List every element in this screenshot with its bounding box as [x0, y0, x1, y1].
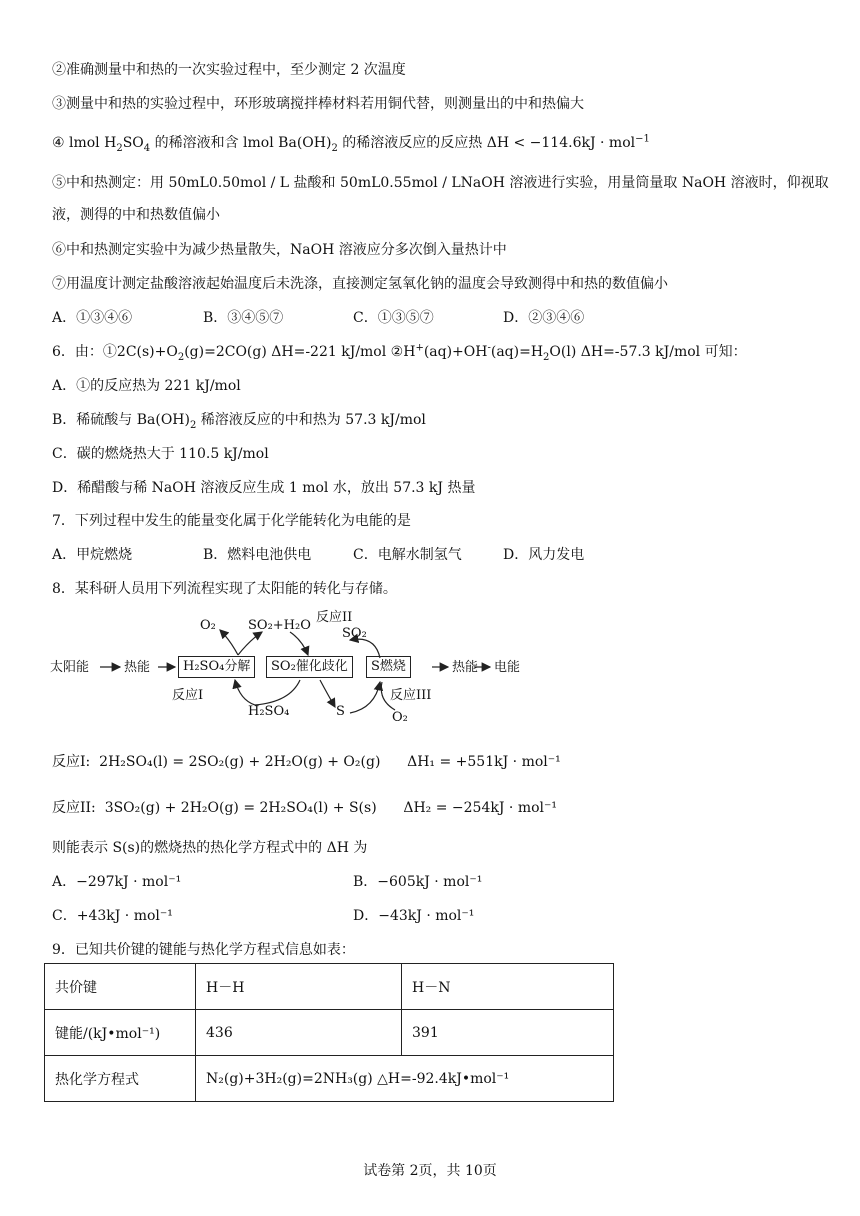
table-cell: H－H — [196, 964, 402, 1010]
q8-stem: 8．某科研人员用下列流程实现了太阳能的转化与存储。 — [52, 581, 397, 597]
bond-energy-table — [44, 963, 614, 1102]
q9-stem: 9．已知共价键的键能与热化学方程式信息如表： — [52, 942, 355, 958]
q5-option-d[interactable]: D．②③④⑥ — [503, 310, 585, 326]
reaction-3-label: 反应III — [390, 688, 432, 703]
statement-4: ④ lmol $H_2SO_4$ 的稀溶液和含 lmol $Ba(OH)_2$ 的稀溶液反应的反应热 ΔH < −114.6kJ · mol$^{-1}$ — [52, 133, 650, 154]
table-cell: H－N — [402, 964, 614, 1010]
solar-energy-label: 太阳能 — [50, 660, 90, 675]
box-h2so4-decomposition: H₂SO₄分解 — [178, 656, 255, 678]
table-cell: 键能/(kJ•mol⁻¹) — [45, 1010, 196, 1056]
reaction-2-label: 反应II — [316, 610, 353, 625]
q5-option-a[interactable]: A．①③④⑥ — [52, 310, 133, 326]
table-cell: 436 — [196, 1010, 402, 1056]
reaction-1-equation: 反应I: 2H₂SO₄(l) = 2SO₂(g) + 2H₂O(g) + O₂(g) ΔH₁ = +551kJ · mol⁻¹ — [52, 754, 561, 770]
table-row — [45, 964, 614, 1010]
q7-option-a[interactable]: A．甲烷燃烧 — [52, 547, 133, 563]
statement-6: ⑥中和热测定实验中为减少热量散失，NaOH 溶液应分多次倒入量热计中 — [52, 242, 507, 258]
q8-option-b[interactable]: B．−605kJ · mol⁻¹ — [353, 874, 483, 890]
statement-2: ②准确测量中和热的一次实验过程中，至少测定 2 次温度 — [52, 62, 406, 78]
heat-energy-label-2: 热能 — [452, 660, 479, 675]
table-cell: 共价键 — [45, 964, 196, 1010]
table-row — [45, 1056, 614, 1102]
o2-top-label: O₂ — [200, 618, 216, 633]
table-cell: N₂(g)+3H₂(g)=2NH₃(g) △H=-92.4kJ•mol⁻¹ — [196, 1056, 614, 1102]
box-s-combustion: S燃烧 — [366, 656, 411, 678]
table-cell: 热化学方程式 — [45, 1056, 196, 1102]
page-footer: 试卷第 2页，共 10页 — [363, 1163, 497, 1179]
q7-option-b[interactable]: B．燃料电池供电 — [203, 547, 312, 563]
statement-5: ⑤中和热测定：用 50mL0.50mol / L 盐酸和 50mL0.55mol / LNaOH 溶液进行实验，用量筒量取 NaOH 溶液时，仰视取 — [52, 175, 829, 191]
flow-diagram — [50, 610, 530, 725]
q5-option-b[interactable]: B．③④⑤⑦ — [203, 310, 284, 326]
q7-stem: 7．下列过程中发生的能量变化属于化学能转化为电能的是 — [52, 513, 411, 529]
statement-7: ⑦用温度计测定盐酸溶液起始温度后未洗涤，直接测定氢氧化钠的温度会导致测得中和热的数值偏小 — [52, 276, 668, 292]
q8-option-a[interactable]: A．−297kJ · mol⁻¹ — [52, 874, 182, 890]
q5-option-c[interactable]: C．①③⑤⑦ — [353, 310, 434, 326]
table-row — [45, 1010, 614, 1056]
q6-option-a[interactable]: A．①的反应热为 221 kJ/mol — [52, 378, 241, 394]
q7-option-d[interactable]: D．风力发电 — [503, 547, 585, 563]
q8-option-d[interactable]: D．−43kJ · mol⁻¹ — [353, 908, 475, 924]
q6-option-b[interactable]: B．稀硫酸与 $Ba(OH)_2$ 稀溶液反应的中和热为 57.3 kJ/mol — [52, 412, 426, 431]
so2-h2o-label: SO₂+H₂O — [248, 618, 311, 633]
heat-energy-label-1: 热能 — [124, 660, 151, 675]
q6-option-c[interactable]: C．碳的燃烧热大于 110.5 kJ/mol — [52, 446, 269, 462]
table-cell: 391 — [402, 1010, 614, 1056]
q7-option-c[interactable]: C．电解水制氢气 — [353, 547, 462, 563]
so2-top-label: SO₂ — [342, 626, 367, 641]
o2-bottom-label: O₂ — [392, 710, 408, 725]
q6-stem: 6．由：$①2C(s)+O_2(g)=2CO(g)$ ΔH=-221 kJ/mol $②H^+(aq)+OH^-(aq)=H_2O(l)$ ΔH=-57.3 kJ/mol 可知： — [52, 342, 747, 363]
electric-energy-label: 电能 — [494, 660, 521, 675]
statement-5-cont: 液，测得的中和热数值偏小 — [52, 207, 220, 223]
reaction-2-equation: 反应II: 3SO₂(g) + 2H₂O(g) = 2H₂SO₄(l) + S(s) ΔH₂ = −254kJ · mol⁻¹ — [52, 800, 558, 816]
s-label: S — [336, 704, 345, 719]
box-so2-disproportionation: SO₂催化歧化 — [266, 656, 353, 678]
reaction-1-label: 反应I — [172, 688, 204, 703]
q8-question: 则能表示 S(s)的燃烧热的热化学方程式中的 ΔH 为 — [52, 840, 368, 856]
statement-3: ③测量中和热的实验过程中，环形玻璃搅拌棒材料若用铜代替，则测量出的中和热偏大 — [52, 96, 584, 112]
q6-option-d[interactable]: D．稀醋酸与稀 NaOH 溶液反应生成 1 mol 水，放出 57.3 kJ 热量 — [52, 480, 476, 496]
q8-option-c[interactable]: C．+43kJ · mol⁻¹ — [52, 908, 173, 924]
h2so4-bottom-label: H₂SO₄ — [248, 704, 290, 719]
